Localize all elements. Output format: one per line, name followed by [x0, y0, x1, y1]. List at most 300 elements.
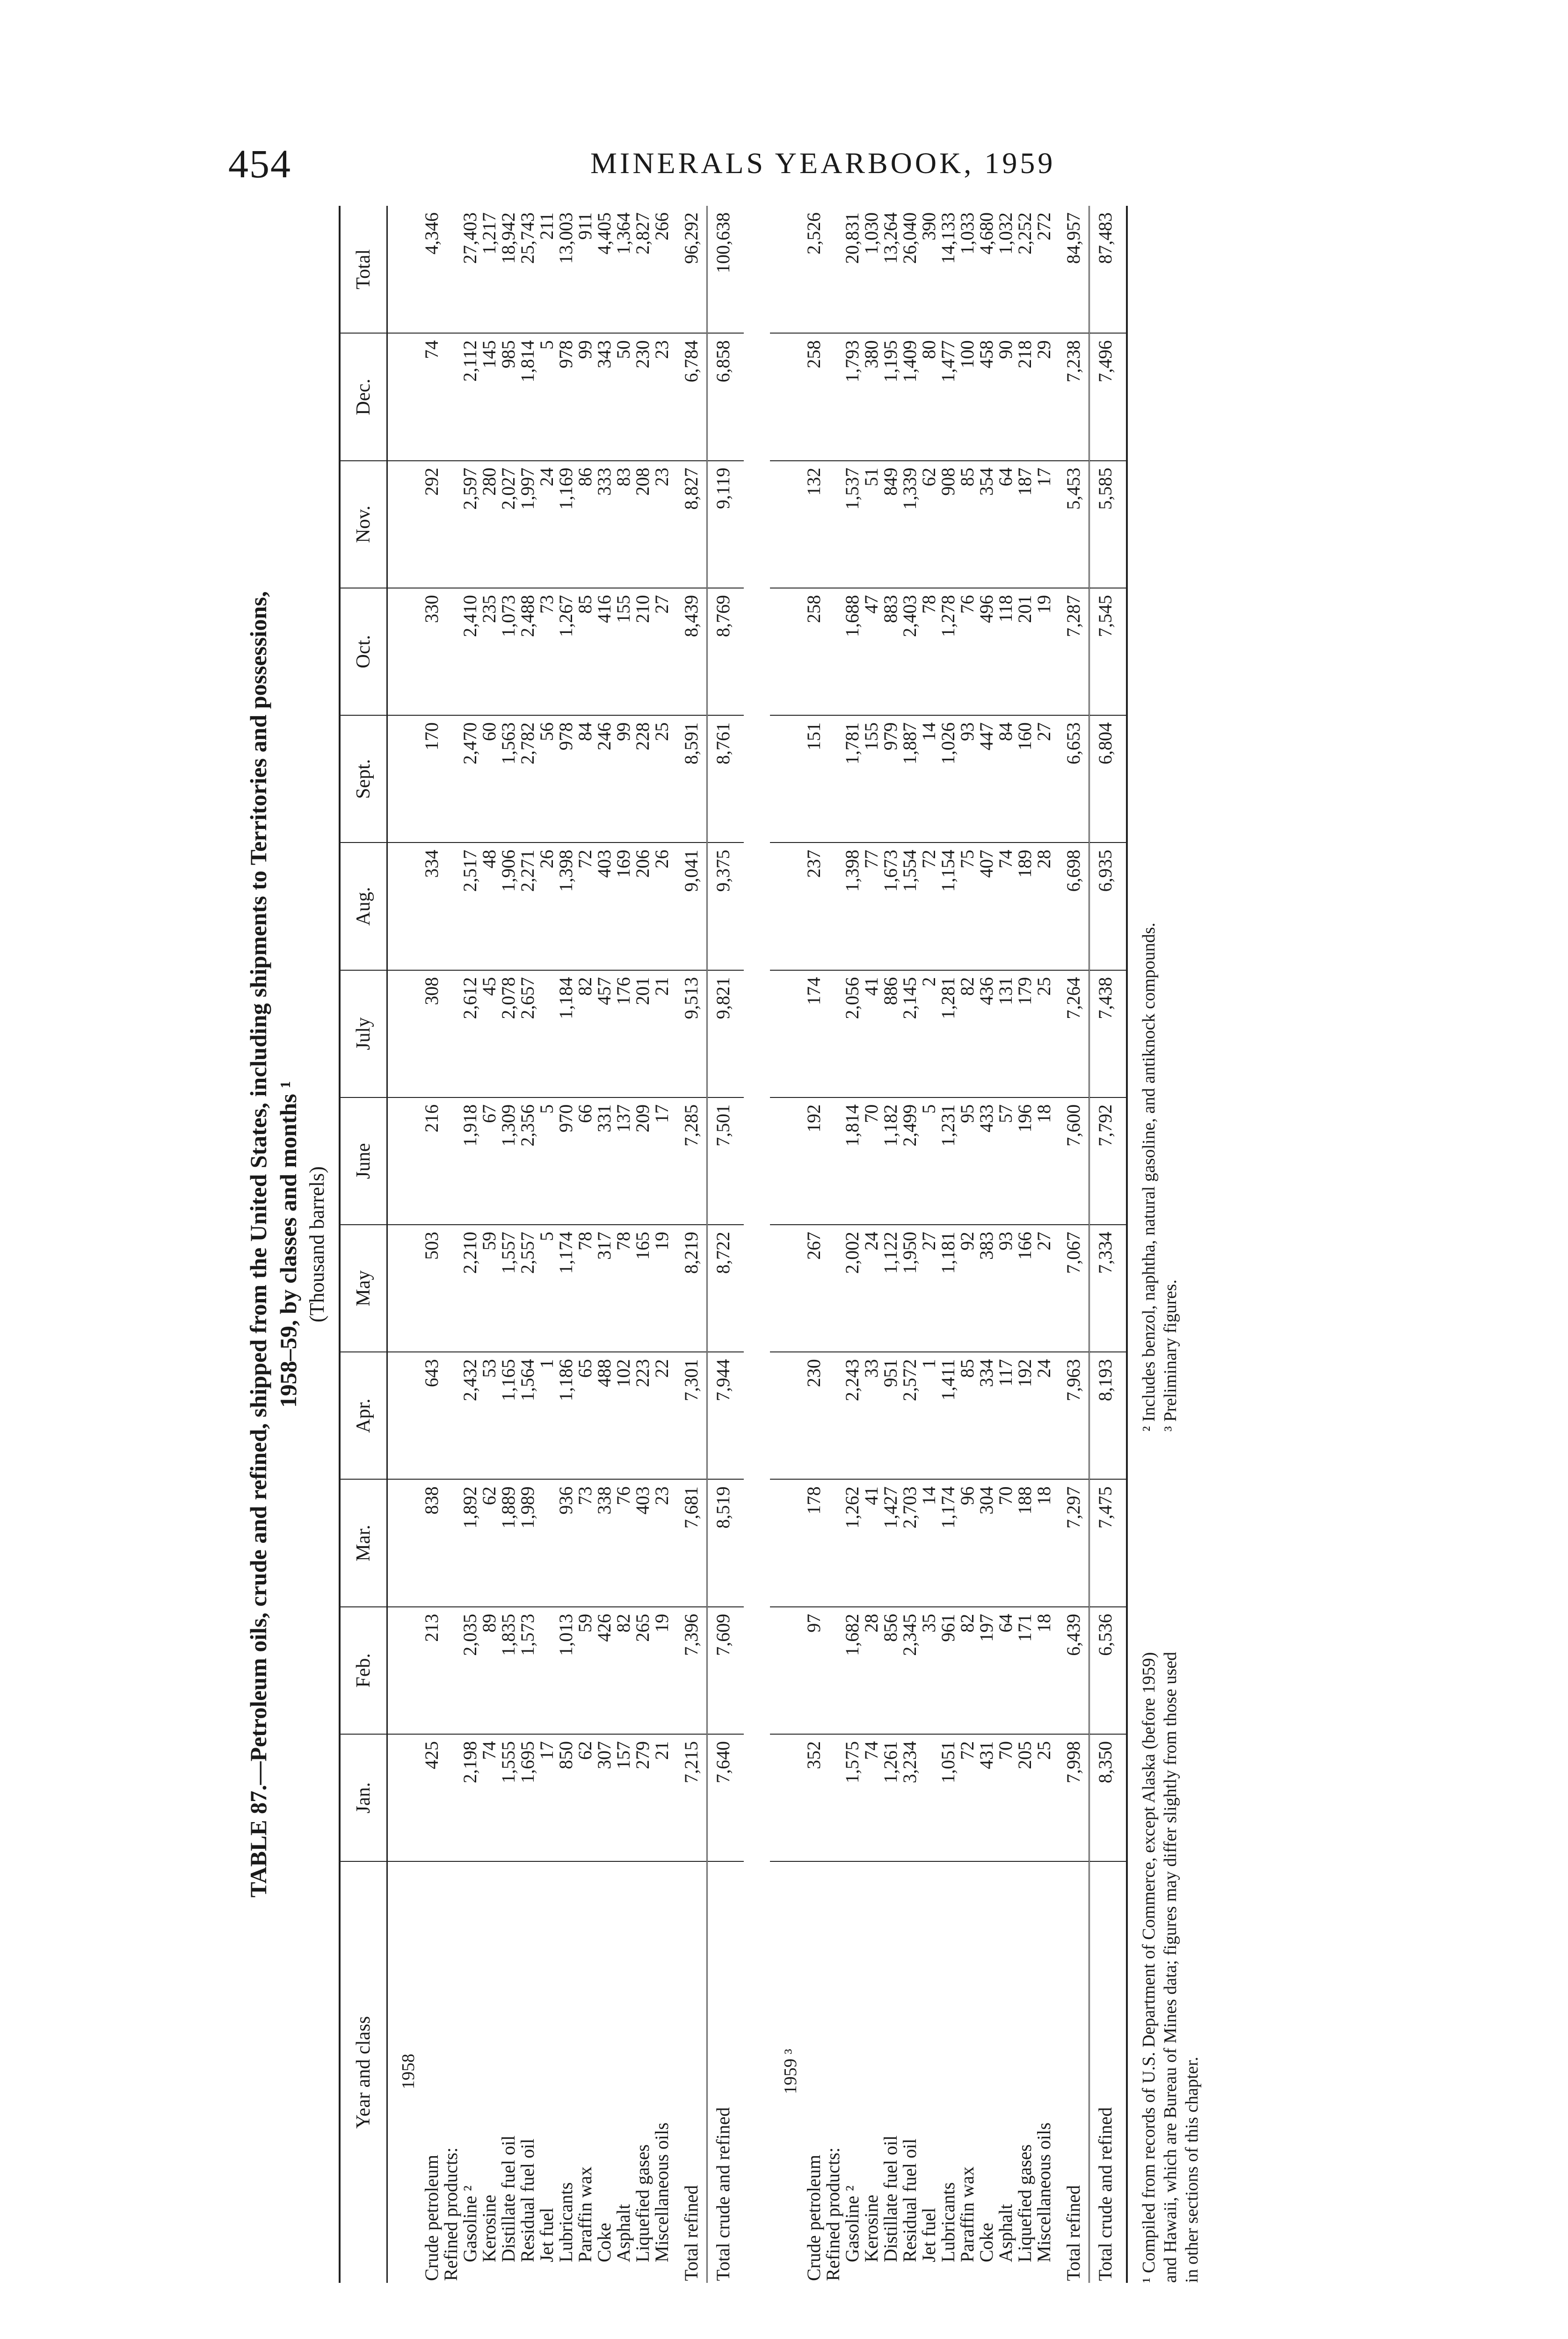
cell-value: 76	[614, 1480, 633, 1607]
cell-value: 1,695	[518, 1734, 537, 1861]
cell-value: 57	[996, 1097, 1015, 1225]
column-header-month: Oct.	[340, 588, 387, 715]
empty-cell	[387, 843, 422, 970]
column-header-year-and-class: Year and class	[340, 1861, 387, 2283]
empty-cell	[770, 333, 804, 460]
cell-value: 9,119	[707, 461, 744, 588]
cell-value: 280	[479, 461, 499, 588]
cell-value	[537, 1607, 556, 1734]
empty-cell	[387, 461, 422, 588]
cell-value: 8,591	[671, 715, 707, 843]
cell-value: 23	[652, 1480, 671, 1607]
cell-value: 169	[614, 843, 633, 970]
cell-value: 24	[862, 1225, 881, 1352]
cell-value: 19	[652, 1225, 671, 1352]
cell-value: 426	[595, 1607, 614, 1734]
cell-value: 447	[977, 715, 996, 843]
cell-value: 436	[977, 970, 996, 1097]
cell-value	[823, 1607, 842, 1734]
cell-value: 165	[633, 1225, 652, 1352]
cell-value: 1,182	[881, 1097, 900, 1225]
table-row	[977, 206, 996, 2283]
cell-value: 488	[595, 1352, 614, 1479]
cell-value: 171	[1015, 1607, 1034, 1734]
cell-value: 908	[938, 461, 958, 588]
cell-value	[441, 1734, 460, 1861]
cell-total: 1,364	[614, 206, 633, 333]
cell-value: 235	[479, 588, 499, 715]
cell-value: 2,356	[518, 1097, 537, 1225]
row-label: Jet fuel	[536, 2208, 557, 2262]
cell-value: 1,262	[842, 1480, 862, 1607]
cell-value: 1,950	[900, 1225, 919, 1352]
row-label: Asphalt	[995, 2204, 1016, 2262]
table-row	[652, 206, 671, 2283]
empty-cell	[770, 1097, 804, 1225]
cell-value: 936	[556, 1480, 575, 1607]
cell-value: 237	[804, 843, 823, 970]
row-label: Liquefied gases	[632, 2144, 653, 2262]
cell-value: 307	[595, 1734, 614, 1861]
row-label: Kerosine	[479, 2194, 500, 2262]
cell-value: 1,261	[881, 1734, 900, 1861]
cell-value: 19	[652, 1607, 671, 1734]
table-row	[556, 206, 575, 2283]
cell-value: 176	[614, 970, 633, 1097]
cell-value: 2,597	[460, 461, 479, 588]
footnote-1	[1138, 1450, 1203, 2283]
cell-value: 74	[479, 1734, 499, 1861]
cell-value: 1,186	[556, 1352, 575, 1479]
section-year-row	[387, 206, 422, 2283]
cell-value: 208	[633, 461, 652, 588]
cell-value: 67	[479, 1097, 499, 1225]
cell-value: 99	[614, 715, 633, 843]
footnote-3: ³ Preliminary figures.	[1161, 1279, 1180, 1431]
cell-value: 1,918	[460, 1097, 479, 1225]
cell-value: 1,231	[938, 1097, 958, 1225]
cell-value: 166	[1015, 1225, 1034, 1352]
cell-value: 2,345	[900, 1607, 919, 1734]
cell-value: 292	[422, 461, 441, 588]
empty-cell	[770, 461, 804, 588]
cell-value: 33	[862, 1352, 881, 1479]
cell-value: 7,640	[707, 1734, 744, 1861]
cell-value: 850	[556, 1734, 575, 1861]
row-label: Paraffin wax	[574, 2166, 595, 2262]
empty-cell	[387, 1607, 422, 1734]
petroleum-shipments-table	[339, 206, 1128, 2283]
row-label: Kerosine	[861, 2194, 882, 2262]
cell-value: 1,184	[556, 970, 575, 1097]
row-label: Distillate fuel oil	[498, 2135, 519, 2262]
cell-total: 1,032	[996, 206, 1015, 333]
cell-value	[441, 843, 460, 970]
cell-value: 279	[633, 1734, 652, 1861]
cell-value: 383	[977, 1225, 996, 1352]
cell-value: 5,453	[1053, 461, 1089, 588]
cell-value: 22	[652, 1352, 671, 1479]
cell-value: 73	[575, 1480, 595, 1607]
row-label: Coke	[594, 2223, 615, 2262]
cell-value: 1,267	[556, 588, 575, 715]
cell-value: 1,989	[518, 1480, 537, 1607]
cell-value: 97	[804, 1607, 823, 1734]
cell-value: 218	[1015, 333, 1034, 460]
footnote-2: ² Includes benzol, naphtha, natural gasoline, and antiknock compounds.	[1139, 923, 1159, 1431]
cell-value: 331	[595, 1097, 614, 1225]
cell-value: 1,575	[842, 1734, 862, 1861]
cell-value: 2,243	[842, 1352, 862, 1479]
cell-value: 2,703	[900, 1480, 919, 1607]
cell-value: 18	[1034, 1480, 1053, 1607]
cell-value: 643	[422, 1352, 441, 1479]
cell-value: 157	[614, 1734, 633, 1861]
cell-value: 1,051	[938, 1734, 958, 1861]
table-row	[595, 206, 614, 2283]
cell-value: 2,488	[518, 588, 537, 715]
table-row	[537, 206, 556, 2283]
cell-value: 19	[1034, 588, 1053, 715]
table-row	[422, 206, 441, 2283]
column-header-month: May	[340, 1225, 387, 1352]
cell-value: 6,804	[1089, 715, 1127, 843]
cell-value: 1,563	[499, 715, 518, 843]
cell-value: 5	[537, 1097, 556, 1225]
cell-value: 84	[996, 715, 1015, 843]
cell-value: 17	[1034, 461, 1053, 588]
cell-value: 7,215	[671, 1734, 707, 1861]
table-row	[575, 206, 595, 2283]
row-label: Jet fuel	[918, 2208, 939, 2262]
column-header-month: June	[340, 1097, 387, 1225]
table-row	[441, 206, 460, 2283]
cell-value: 407	[977, 843, 996, 970]
cell-value: 86	[575, 461, 595, 588]
cell-value: 1	[919, 1352, 938, 1479]
cell-value	[441, 461, 460, 588]
cell-total: 272	[1034, 206, 1053, 333]
cell-value: 179	[1015, 970, 1034, 1097]
table-row	[842, 206, 862, 2283]
footnotes	[1138, 206, 1203, 2283]
cell-value: 978	[556, 715, 575, 843]
cell-value: 7,475	[1089, 1480, 1127, 1607]
cell-value: 160	[1015, 715, 1034, 843]
cell-value: 73	[537, 588, 556, 715]
table-row	[996, 206, 1015, 2283]
cell-value: 1,814	[518, 333, 537, 460]
cell-value: 1,409	[900, 333, 919, 460]
cell-value: 458	[977, 333, 996, 460]
cell-value: 8,722	[707, 1225, 744, 1352]
cell-value: 17	[652, 1097, 671, 1225]
cell-value: 1,026	[938, 715, 958, 843]
cell-value: 72	[575, 843, 595, 970]
cell-value: 1,673	[881, 843, 900, 970]
cell-value: 1,181	[938, 1225, 958, 1352]
cell-value	[823, 1352, 842, 1479]
table-title-line-2: 1958–59, by classes and months ¹	[275, 1081, 301, 1408]
row-label: Refined products:	[440, 2147, 461, 2281]
cell-value: 352	[804, 1734, 823, 1861]
cell-value: 174	[804, 970, 823, 1097]
cell-value: 64	[996, 461, 1015, 588]
cell-value	[823, 843, 842, 970]
section-year-label: 1958	[399, 2054, 418, 2090]
cell-value: 258	[804, 333, 823, 460]
cell-value: 78	[614, 1225, 633, 1352]
cell-value: 209	[633, 1097, 652, 1225]
spacer-row	[744, 206, 770, 2283]
cell-value: 5	[537, 1225, 556, 1352]
cell-total: 84,957	[1053, 206, 1089, 333]
cell-value: 1,278	[938, 588, 958, 715]
cell-total: 13,264	[881, 206, 900, 333]
cell-value: 6,653	[1053, 715, 1089, 843]
cell-value: 70	[996, 1734, 1015, 1861]
cell-value: 2,499	[900, 1097, 919, 1225]
cell-value: 1,174	[938, 1480, 958, 1607]
cell-value	[823, 588, 842, 715]
row-label: Miscellaneous oils	[1033, 2122, 1054, 2262]
row-label: Total refined	[681, 2185, 702, 2281]
cell-value: 330	[422, 588, 441, 715]
cell-value: 53	[479, 1352, 499, 1479]
cell-value: 403	[595, 843, 614, 970]
cell-value: 78	[919, 588, 938, 715]
cell-value: 7,334	[1089, 1225, 1127, 1352]
row-label: Gasoline ²	[459, 2185, 480, 2262]
cell-total: 18,942	[499, 206, 518, 333]
row-label: Gasoline ²	[842, 2185, 863, 2262]
table-row	[938, 206, 958, 2283]
cell-total	[441, 206, 460, 333]
cell-total: 266	[652, 206, 671, 333]
cell-value: 1,122	[881, 1225, 900, 1352]
cell-value	[823, 1097, 842, 1225]
cell-value: 2,657	[518, 970, 537, 1097]
cell-total: 1,217	[479, 206, 499, 333]
cell-value: 137	[614, 1097, 633, 1225]
cell-value: 1,557	[499, 1225, 518, 1352]
empty-cell	[770, 1607, 804, 1734]
table-row	[460, 206, 479, 2283]
cell-value: 1,564	[518, 1352, 537, 1479]
cell-value	[441, 1607, 460, 1734]
cell-value: 9,375	[707, 843, 744, 970]
cell-value	[441, 1480, 460, 1607]
cell-value: 2,198	[460, 1734, 479, 1861]
cell-value: 961	[938, 1607, 958, 1734]
cell-value: 85	[958, 1352, 977, 1479]
cell-value: 6,935	[1089, 843, 1127, 970]
cell-value: 503	[422, 1225, 441, 1352]
cell-value: 50	[614, 333, 633, 460]
cell-value: 7,438	[1089, 970, 1127, 1097]
cell-value: 1,477	[938, 333, 958, 460]
cell-value: 62	[479, 1480, 499, 1607]
cell-value: 1,537	[842, 461, 862, 588]
cell-value	[823, 970, 842, 1097]
cell-value: 2,432	[460, 1352, 479, 1479]
cell-total: 4,346	[422, 206, 441, 333]
table-row	[1034, 206, 1053, 2283]
cell-value: 403	[633, 1480, 652, 1607]
cell-value: 92	[958, 1225, 977, 1352]
cell-value: 2,612	[460, 970, 479, 1097]
cell-total	[823, 206, 842, 333]
cell-value: 18	[1034, 1097, 1053, 1225]
empty-cell	[770, 843, 804, 970]
cell-value: 85	[575, 588, 595, 715]
row-label: Residual fuel oil	[899, 2138, 920, 2262]
cell-value: 90	[996, 333, 1015, 460]
cell-value: 85	[958, 461, 977, 588]
cell-value: 304	[977, 1480, 996, 1607]
cell-value: 6,439	[1053, 1607, 1089, 1734]
empty-cell	[387, 1734, 422, 1861]
cell-value: 24	[1034, 1352, 1053, 1479]
cell-value: 132	[804, 461, 823, 588]
cell-value	[919, 1734, 938, 1861]
cell-value: 47	[862, 588, 881, 715]
cell-value: 308	[422, 970, 441, 1097]
cell-value: 216	[422, 1097, 441, 1225]
cell-value: 1,398	[556, 843, 575, 970]
cell-value: 267	[804, 1225, 823, 1352]
cell-value: 75	[958, 843, 977, 970]
cell-value: 7,545	[1089, 588, 1127, 715]
row-label: Total crude and refined	[707, 1861, 744, 2283]
cell-value: 2,410	[460, 588, 479, 715]
cell-value: 14	[919, 715, 938, 843]
cell-value: 979	[881, 715, 900, 843]
cell-value	[441, 1352, 460, 1479]
cell-value: 7,264	[1053, 970, 1089, 1097]
cell-value: 2,210	[460, 1225, 479, 1352]
cell-value: 838	[422, 1480, 441, 1607]
cell-value: 2	[919, 970, 938, 1097]
cell-value: 100	[958, 333, 977, 460]
cell-value: 80	[919, 333, 938, 460]
empty-cell	[387, 333, 422, 460]
cell-value	[823, 715, 842, 843]
table-row	[881, 206, 900, 2283]
cell-value: 24	[537, 461, 556, 588]
cell-total: 100,638	[707, 206, 744, 333]
empty-cell	[387, 970, 422, 1097]
cell-value	[823, 1480, 842, 1607]
cell-value: 77	[862, 843, 881, 970]
cell-value: 155	[614, 588, 633, 715]
cell-value: 2,782	[518, 715, 537, 843]
cell-value: 6,858	[707, 333, 744, 460]
empty-cell	[387, 1352, 422, 1479]
table-body	[387, 206, 1127, 2283]
cell-value: 1,309	[499, 1097, 518, 1225]
cell-value: 64	[996, 1607, 1015, 1734]
cell-value: 1,165	[499, 1352, 518, 1479]
cell-value: 93	[996, 1225, 1015, 1352]
cell-value: 5	[919, 1097, 938, 1225]
cell-value: 246	[595, 715, 614, 843]
cell-value: 1,281	[938, 970, 958, 1097]
cell-value: 1,889	[499, 1480, 518, 1607]
cell-value: 48	[479, 843, 499, 970]
table-row	[1015, 206, 1034, 2283]
cell-value: 8,193	[1089, 1352, 1127, 1479]
cell-value: 41	[862, 1480, 881, 1607]
cell-value: 26	[537, 843, 556, 970]
cell-value: 188	[1015, 1480, 1034, 1607]
cell-value: 7,067	[1053, 1225, 1089, 1352]
cell-value: 196	[1015, 1097, 1034, 1225]
cell-value: 78	[575, 1225, 595, 1352]
cell-value: 35	[919, 1607, 938, 1734]
cell-value: 66	[575, 1097, 595, 1225]
cell-value: 51	[862, 461, 881, 588]
cell-value: 1,554	[900, 843, 919, 970]
cell-value: 8,439	[671, 588, 707, 715]
cell-value: 201	[633, 970, 652, 1097]
cell-value: 2,470	[460, 715, 479, 843]
total-refined-row	[1053, 206, 1089, 2283]
cell-value: 65	[575, 1352, 595, 1479]
row-label: Distillate fuel oil	[880, 2135, 901, 2262]
cell-value: 1,339	[900, 461, 919, 588]
cell-total: 1,033	[958, 206, 977, 333]
cell-value: 7,944	[707, 1352, 744, 1479]
cell-value: 74	[996, 843, 1015, 970]
row-label: Paraffin wax	[957, 2166, 978, 2262]
table-row	[823, 206, 842, 2283]
cell-value: 187	[1015, 461, 1034, 588]
cell-value: 72	[958, 1734, 977, 1861]
cell-value: 170	[422, 715, 441, 843]
column-header-month: Sept.	[340, 715, 387, 843]
table-title-line-1: TABLE 87.—Petroleum oils, crude and refined, shipped from the United States, including shipments to Territories and possessions,	[245, 591, 271, 1898]
cell-value: 978	[556, 333, 575, 460]
total-crude-and-refined-row	[707, 206, 744, 2283]
cell-value: 1,174	[556, 1225, 575, 1352]
table-row	[958, 206, 977, 2283]
cell-value: 334	[422, 843, 441, 970]
cell-value: 849	[881, 461, 900, 588]
cell-total: 87,483	[1089, 206, 1127, 333]
cell-value: 230	[633, 333, 652, 460]
cell-value: 1	[537, 1352, 556, 1479]
cell-value: 28	[862, 1607, 881, 1734]
footnotes-2-3	[1138, 589, 1203, 1450]
cell-value: 25	[652, 715, 671, 843]
cell-value: 380	[862, 333, 881, 460]
column-header-month: Dec.	[340, 333, 387, 460]
cell-total: 20,831	[842, 206, 862, 333]
cell-value: 72	[919, 843, 938, 970]
cell-value: 1,154	[938, 843, 958, 970]
cell-value: 74	[422, 333, 441, 460]
cell-value: 9,513	[671, 970, 707, 1097]
cell-value: 883	[881, 588, 900, 715]
cell-value: 206	[633, 843, 652, 970]
section-year-row	[770, 206, 804, 2283]
column-header-month: Total	[340, 206, 387, 333]
cell-value	[441, 715, 460, 843]
row-label: Total refined	[1063, 2185, 1084, 2281]
cell-value: 1,835	[499, 1607, 518, 1734]
cell-value: 59	[575, 1607, 595, 1734]
